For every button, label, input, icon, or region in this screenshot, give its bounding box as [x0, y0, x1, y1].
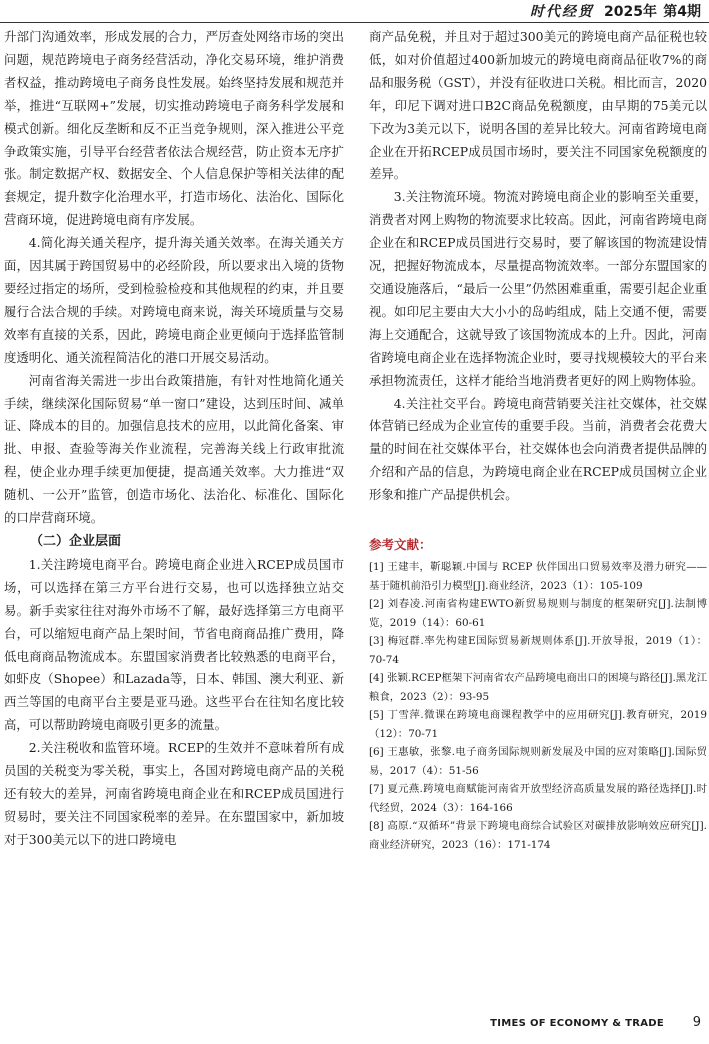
paragraph: 1.关注跨境电商平台。跨境电商企业进入RCEP成员国市场，可以选择在第三方平台进行交易，也可以选择独立站交易。新手卖家往往对海外市场不了解，最好选择第三方电商平台，可以缩短电商产品上架时间，节省电商商品推广费用，降低电商商品物流成本。东盟国家消费者比较熟悉的电商平台，如虾皮（Shopee）和Lazada等，日本、韩国、澳大利亚、新西兰等国的电商平台主要是亚马逊。这些平台在往知名度比较高，可以帮助跨境电商吸引更多的流量。 — [4, 556, 344, 733]
reference-item: [7] 夏元燕.跨境电商赋能河南省开放型经济高质量发展的路径选择[J].时代经贸，2024（3）：164-166 — [369, 783, 707, 814]
paragraph: 2.关注税收和监管环境。RCEP的生效并不意味着所有成员国的关税变为零关税，事实上，各国对跨境电商产品的关税还有较大的差异，河南省跨境电商企业在和RCEP成员国进行贸易时，要关注不同国家税率的差异。在东盟国家中，新加坡对于300美元以下的进口跨境电 — [4, 740, 344, 847]
reference-item: [8] 高原.“双循环”背景下跨境电商综合试验区对碳排放影响效应研究[J].商业经济研究，2023（16）：171-174 — [369, 820, 707, 851]
references-title: 参考文献： — [369, 537, 432, 553]
reference-item: [2] 刘春凌.河南省构建EWTO新贸易规则与制度的框架研究[J].法制博览，2019（14）：60-61 — [369, 598, 707, 629]
page-header — [0, 0, 709, 23]
paragraph: 3.关注物流环境。物流对跨境电商企业的影响至关重要，消费者对网上购物的物流要求比较高。因此，河南省跨境电商企业在和RCEP成员国进行交易时，要了解该国的物流建设情况，把握好物流成本，尽量提高物流效率。一部分东盟国家的交通设施落后，“最后一公里”仍然困难重重，需要引起企业重视。如印尼主要由大大小小的岛屿组成，陆上交通不便，需要海上交通配合，这就导致了该国物流成本的上升。因此，河南省跨境电商企业在选择物流企业时，要寻找规模较大的平台来承担物流责任，这样才能给当地消费者更好的网上购物体验。 — [369, 189, 707, 388]
journal-brand: TIMES OF ECONOMY & TRADE — [490, 1018, 664, 1029]
section-heading: （二）企业层面 — [30, 533, 122, 549]
left-column — [4, 26, 344, 852]
journal-title: 时代经贸 — [530, 4, 594, 20]
reference-item: [5] 丁雪萍.微课在跨境电商课程教学中的应用研究[J].教育研究，2019（12）：70-71 — [369, 709, 707, 740]
paragraph: 升部门沟通效率，形成发展的合力，严厉查处网络市场的突出问题，规范跨境电子商务经营活动，净化交易环境，维护消费者权益，推动跨境电子商务良性发展。始终坚持发展和规范并举，推进“互联网+”发展，切实推动跨境电子商务科学发展和模式创新。细化反垄断和反不正当竞争规则，深入推进公平竞争政策实施，引导平台经营者依法合规经营，防止资本无序扩张。制定数据产权、数据安全、个人信息保护等相关法律的配套规定，提升数字化治理水平，打造市场化、法治化、国际化营商环境，促进跨境电商有序发展。 — [4, 29, 344, 228]
reference-item: [1] 王建丰，靳聪颖.中国与 RCEP 伙伴国出口贸易效率及潜力研究——基于随机前沿引力模型[J].商业经济，2023（1）：105-109 — [369, 561, 707, 592]
reference-item: [4] 张颖.RCEP框架下河南省农产品跨境电商出口的困境与路径[J].黑龙江粮食，2023（2）：93-95 — [369, 672, 707, 703]
paragraph: 河南省海关需进一步出台政策措施，有针对性地简化通关手续，继续深化国际贸易“单一窗口”建设，达到压时间、减单证、降成本的目的。加强信息技术的应用，以此简化备案、审批、申报、查验等海关作业流程，完善海关线上行政审批流程，使企业办理手续更加便捷，提高通关效率。大力推进“双随机、一公开”监管，创造市场化、法治化、标准化、国际化的口岸营商环境。 — [4, 372, 344, 526]
journal-year: 2025年 — [604, 4, 657, 20]
reference-item: [3] 梅冠群.率先构建E国际贸易新规则体系[J].开放导报，2019（1）：70-74 — [369, 635, 707, 666]
right-column — [369, 26, 707, 854]
paragraph: 4.简化海关通关程序，提升海关通关效率。在海关通关方面，因其属于跨国贸易中的必经阶段，所以要求出入境的货物要经过指定的场所，受到检验检疫和其他规程的约束，并且要履行合法合规的手续。对跨境电商来说，海关环境质量与交易效率有直接的关系，因此，跨境电商企业更倾向于选择监管制度透明化、通关流程简洁化的港口开展交易活动。 — [4, 235, 344, 365]
paragraph: 4.关注社交平台。跨境电商营销要关注社交媒体，社交媒体营销已经成为企业宣传的重要手段。当前，消费者会花费大量的时间在社交媒体平台，社交媒体也会向消费者提供品牌的介绍和产品的信息，为跨境电商企业在RCEP成员国树立企业形象和推广产品提供机会。 — [369, 395, 707, 503]
paragraph: 商产品免税，并且对于超过300美元的跨境电商产品征税也较低，如对价值超过400新加坡元的跨境电商商品征收7%的商品和服务税（GST），并没有征收进口关税。相比而言，2020年，印尼下调对进口B2C商品免税额度，由早期的75美元以下改为3美元以下，说明各国的差异比较大。河南省跨境电商企业在开拓RCEP成员国市场时，要关注不同国家免税额度的差异。 — [369, 29, 707, 182]
page-number: 9 — [692, 1015, 701, 1030]
references-list — [369, 558, 707, 854]
journal-issue: 第4期 — [663, 4, 701, 20]
reference-item: [6] 王惠敏，张黎.电子商务国际规则新发展及中国的应对策略[J].国际贸易，2017（4）：51-56 — [369, 746, 707, 777]
page-footer — [0, 1015, 709, 1035]
